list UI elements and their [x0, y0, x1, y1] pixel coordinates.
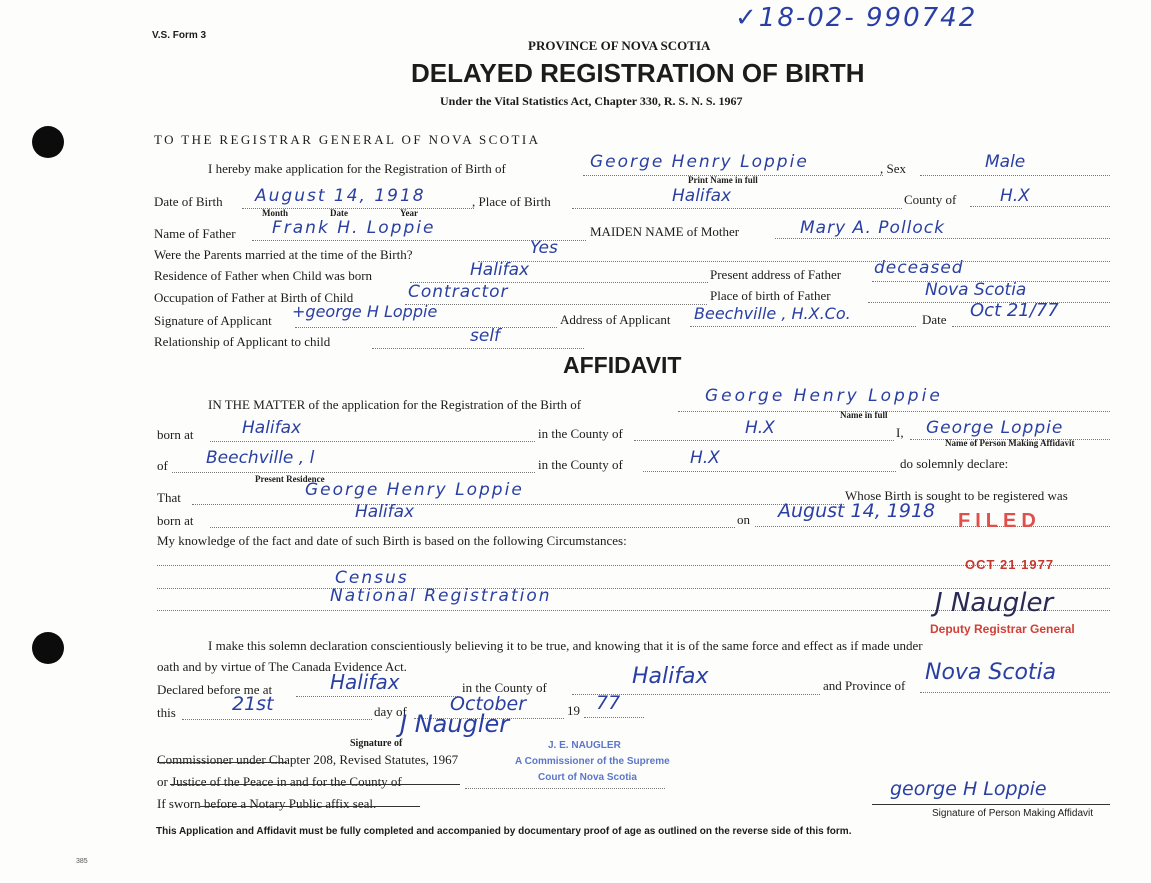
commissioner-signature: J Naugler [400, 710, 510, 738]
born-at-field: Halifax [242, 418, 302, 438]
present-address-label: Present address of Father [710, 267, 842, 282]
commissioner-line: Commissioner under Chapter 208, Revised Statutes, 1967 [157, 752, 459, 767]
deputy-registrar-stamp: Deputy Registrar General [930, 622, 1075, 636]
page-title: DELAYED REGISTRATION OF BIRTH [411, 58, 865, 88]
form-code: 385 [76, 858, 88, 865]
on-field: August 14, 1918 [778, 500, 936, 522]
page-subtitle: Under the Vital Statistics Act, Chapter 330, R. S. N. S. 1967 [440, 94, 743, 108]
born-at2-label: born at [157, 513, 194, 528]
born-at2-field: Halifax [355, 502, 415, 522]
year-field: 77 [596, 692, 621, 714]
addressee: TO THE REGISTRAR GENERAL OF NOVA SCOTIA [154, 132, 541, 147]
sex-field: Male [985, 152, 1026, 172]
commissioner-stamp-line-3: Court of Nova Scotia [538, 772, 637, 783]
in-county-field: H.X [745, 418, 775, 438]
father-field: Frank H. Loppie [272, 218, 436, 238]
province-label: and Province of [823, 678, 906, 693]
declared-label: Declared before me at [157, 682, 273, 697]
affiant-name-caption: Name of Person Making Affidavit [945, 438, 1075, 448]
mother-field: Mary A. Pollock [800, 218, 945, 238]
residence-field: Halifax [470, 260, 530, 280]
relationship-field: self [470, 326, 501, 346]
form-id: V.S. Form 3 [152, 30, 207, 41]
this-label: this [157, 705, 176, 720]
declared-county-field: Halifax [632, 664, 709, 689]
of-label: of [157, 458, 168, 473]
signature-applicant-label: Signature of Applicant [154, 313, 272, 328]
place-of-birth-label: , Place of Birth [472, 194, 551, 209]
date-field: Oct 21/77 [970, 300, 1059, 321]
dob-label: Date of Birth [154, 194, 223, 209]
circumstance-2: National Registration [330, 586, 552, 606]
punch-hole-bottom [32, 632, 64, 664]
relationship-label: Relationship of Applicant to child [154, 334, 331, 349]
solemn-line-2: oath and by virtue of The Canada Evidence Act. [157, 659, 407, 674]
solemn-line-1: I make this solemn declaration conscientiously believing it to be true, and knowing that it is of the same force and effect as if made under [208, 638, 923, 653]
circumstance-1: Census [335, 568, 409, 588]
residence-label: Residence of Father when Child was born [154, 268, 373, 283]
registrar-signature: J Naugler [935, 588, 1054, 618]
apply-label: I hereby make application for the Registration of Birth of [208, 161, 506, 176]
occupation-label: Occupation of Father at Birth of Child [154, 290, 354, 305]
declared-county-label: in the County of [462, 680, 547, 695]
occupation-field: Contractor [408, 282, 509, 302]
knowledge-label: My knowledge of the fact and date of such Birth is based on the following Circumstances: [157, 533, 627, 548]
present-residence-caption: Present Residence [255, 474, 325, 484]
province-field: Nova Scotia [925, 660, 1057, 685]
father-label: Name of Father [154, 226, 236, 241]
print-name-caption: Print Name in full [688, 175, 758, 185]
notary-line: If sworn before a Notary Public affix seal. [157, 796, 377, 811]
punch-hole-top [32, 126, 64, 158]
signature-of-label: Signature of [350, 738, 403, 749]
commissioner-stamp-line-2: A Commissioner of the Supreme [515, 756, 670, 767]
present-address-field: deceased [874, 258, 964, 278]
sex-label: , Sex [880, 161, 906, 176]
day-of-label: day of [374, 704, 407, 719]
signature-applicant-field: +george H Loppie [292, 302, 438, 321]
born-at-label: born at [157, 427, 194, 442]
affiant-signature-caption: Signature of Person Making Affidavit [932, 808, 1094, 819]
registration-number: ✓18-02- 990742 [735, 3, 978, 33]
i-label: I, [896, 425, 904, 440]
father-birthplace-label: Place of birth of Father [710, 288, 831, 303]
year-prefix: 19 [567, 703, 580, 718]
day-field: 21st [232, 693, 274, 715]
filed-date-stamp: OCT 21 1977 [965, 557, 1055, 572]
child-name-field: George Henry Loppie [590, 152, 809, 172]
that-label: That [157, 490, 181, 505]
place-of-birth-field: Halifax [672, 186, 732, 206]
declare-label: do solemnly declare: [900, 456, 1009, 471]
year-caption: Year [400, 208, 418, 218]
father-birthplace-field: Nova Scotia [925, 280, 1027, 300]
month-caption: Month [262, 208, 289, 218]
address-applicant-label: Address of Applicant [560, 312, 671, 327]
in-the-county-label: in the County of [538, 457, 623, 472]
matter-label: IN THE MATTER of the application for the Registration of the Birth of [208, 397, 582, 412]
province-heading: PROVINCE OF NOVA SCOTIA [528, 38, 711, 53]
affidavit-heading: AFFIDAVIT [563, 352, 682, 378]
name-in-full-caption: Name in full [840, 410, 888, 420]
date-label: Date [922, 312, 947, 327]
on-label: on [737, 512, 750, 527]
declared-at-field: Halifax [330, 670, 400, 694]
commissioner-stamp-line-1: J. E. NAUGLER [548, 740, 621, 751]
dob-field: August 14, 1918 [255, 186, 426, 206]
whose-birth-label: Whose Birth is sought to be registered was [845, 488, 1068, 503]
affiant-name-field: George Loppie [926, 418, 1064, 438]
county-label: County of [904, 192, 957, 207]
mother-label: MAIDEN NAME of Mother [590, 224, 740, 239]
footer-note: This Application and Affidavit must be fully completed and accompanied by documentary proof of age as outlined on the reverse side of this form. [156, 826, 852, 837]
justice-line: or Justice of the Peace in and for the County of [157, 774, 402, 789]
address-applicant-field: Beechville , H.X.Co. [694, 304, 851, 323]
matter-field: George Henry Loppie [705, 386, 943, 406]
in-county-label: in the County of [538, 426, 623, 441]
affiant-signature: george H Loppie [890, 778, 1047, 800]
married-field: Yes [530, 238, 558, 258]
month-field: October [450, 693, 527, 715]
filed-stamp: FILED [958, 510, 1041, 532]
in-the-county-field: H.X [690, 448, 720, 468]
date-caption: Date [330, 208, 348, 218]
married-label: Were the Parents married at the time of the Birth? [154, 247, 413, 262]
county-field: H.X [1000, 186, 1030, 206]
that-field: George Henry Loppie [305, 480, 524, 500]
residence-field-affidavit: Beechville , l [206, 448, 315, 468]
